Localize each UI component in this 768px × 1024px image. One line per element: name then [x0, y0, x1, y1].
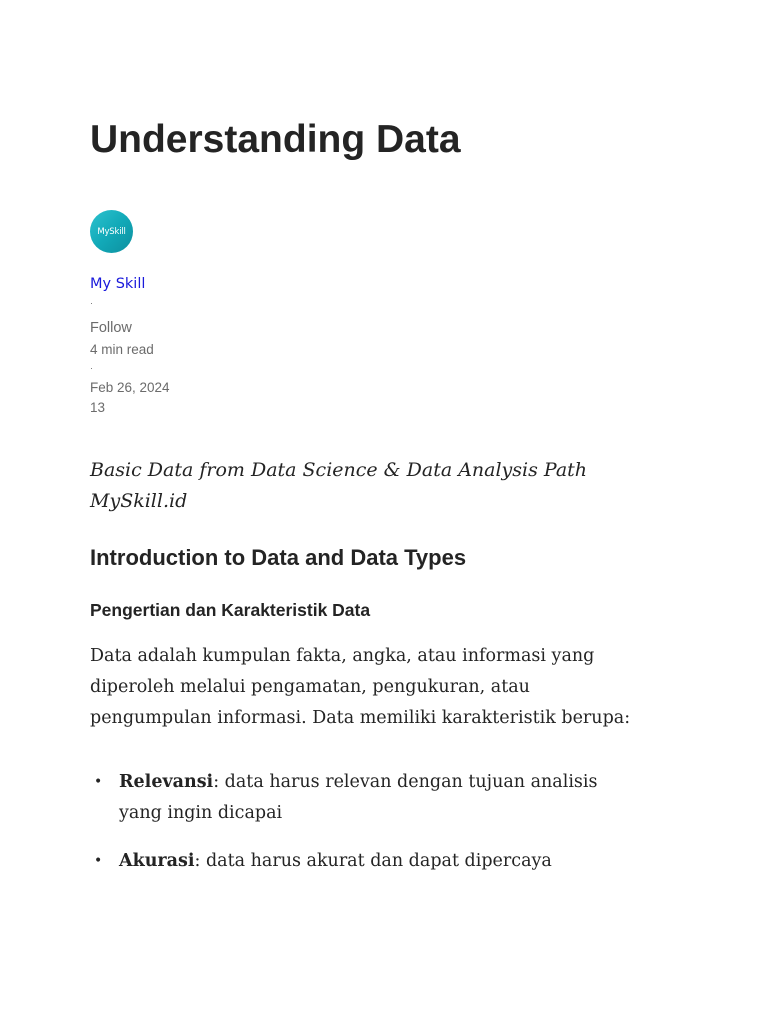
bullet-term: Akurasi	[119, 851, 195, 871]
bullet-marker: •	[94, 774, 103, 790]
subtitle-line: MySkill.id	[90, 490, 188, 512]
avatar-logo-text: MySkill	[97, 226, 126, 237]
bullet-marker: •	[94, 853, 103, 869]
clap-count[interactable]: 13	[90, 400, 106, 415]
meta-separator-2: ·	[90, 363, 93, 373]
list-item	[90, 846, 690, 877]
bullet-line: yang ingin dicapai	[119, 803, 283, 823]
paragraph-line: diperoleh melalui pengamatan, pengukuran, atau	[90, 677, 530, 697]
section-heading: Introduction to Data and Data Types	[90, 545, 467, 570]
body-paragraph	[90, 641, 680, 734]
section-subheading: Pengertian dan Karakteristik Data	[90, 600, 371, 620]
author-name-link[interactable]: My Skill	[90, 276, 146, 292]
bullet-line	[119, 767, 690, 798]
bullet-line	[119, 846, 690, 877]
follow-button[interactable]: Follow	[90, 320, 132, 336]
paragraph-line: pengumpulan informasi. Data memiliki karakteristik berupa:	[90, 708, 631, 728]
paragraph-line: Data adalah kumpulan fakta, angka, atau informasi yang	[90, 646, 595, 666]
read-time: 4 min read	[90, 342, 154, 357]
meta-separator: ·	[90, 298, 93, 308]
bullet-list	[90, 767, 690, 894]
author-avatar[interactable]	[90, 210, 133, 253]
bullet-text: : data harus relevan dengan tujuan analisis	[213, 772, 598, 792]
list-item	[90, 767, 690, 829]
publish-date: Feb 26, 2024	[90, 380, 170, 395]
article-subtitle	[90, 455, 650, 517]
bullet-term: Relevansi	[119, 772, 214, 792]
article-title: Understanding Data	[90, 118, 461, 161]
subtitle-line: Basic Data from Data Science & Data Analysis Path	[90, 459, 588, 481]
bullet-text: : data harus akurat dan dapat dipercaya	[194, 851, 552, 871]
